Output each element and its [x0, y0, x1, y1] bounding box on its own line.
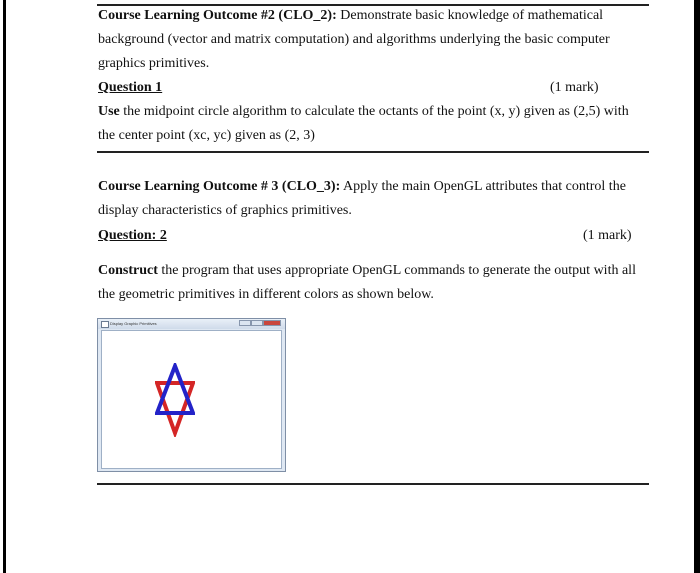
question-2-marks: (1 mark): [583, 228, 632, 243]
question-1-verb: Use: [98, 104, 120, 119]
star-of-david: [155, 363, 195, 437]
right-border: [694, 0, 700, 573]
minimize-button[interactable]: [239, 320, 251, 326]
blue-triangle-up: [157, 366, 193, 413]
question-1-marks: (1 mark): [550, 80, 599, 95]
window-titlebar: [98, 319, 285, 329]
clo3-label: Course Learning Outcome # 3 (CLO_3):: [98, 179, 341, 194]
close-button[interactable]: [263, 320, 281, 326]
question-2-prompt-line-1: [98, 262, 636, 280]
window-title: Display Graphic Primitives: [110, 321, 157, 326]
red-triangle-down: [157, 383, 193, 433]
clo3-text: Apply the main OpenGL attributes that control the: [340, 179, 626, 194]
question-1-heading: Question 1: [98, 80, 163, 95]
clo2-line-3: graphics primitives.: [98, 56, 210, 71]
clo3-line-1: [98, 178, 626, 196]
question-2-text: the program that uses appropriate OpenGL commands to generate the output with all: [157, 263, 636, 278]
left-border: [3, 0, 6, 573]
window-app-icon: [101, 321, 109, 328]
clo2-text: Demonstrate basic knowledge of mathematical: [336, 8, 604, 23]
top-divider: [97, 4, 649, 6]
question-2-verb: Construct: [98, 263, 158, 278]
clo2-label: Course Learning Outcome #2 (CLO_2):: [98, 8, 337, 23]
question-2-heading: Question: 2: [98, 228, 167, 243]
clo2-line-2: background (vector and matrix computation) and algorithms underlying the basic computer: [98, 32, 610, 47]
question-1-prompt-line-1: [98, 103, 629, 121]
clo3-line-2: display characteristics of graphics primitives.: [98, 203, 352, 218]
maximize-button[interactable]: [251, 320, 263, 326]
bottom-divider: [97, 483, 649, 485]
question-1-text: the midpoint circle algorithm to calculate the octants of the point (x, y) given as (2,5) with: [119, 104, 629, 119]
question-2-prompt-line-2: the geometric primitives in different colors as shown below.: [98, 287, 434, 302]
middle-divider: [97, 151, 649, 153]
question-1-prompt-line-2: the center point (xc, yc) given as (2, 3): [98, 128, 315, 143]
clo2-line-1: [98, 7, 603, 25]
